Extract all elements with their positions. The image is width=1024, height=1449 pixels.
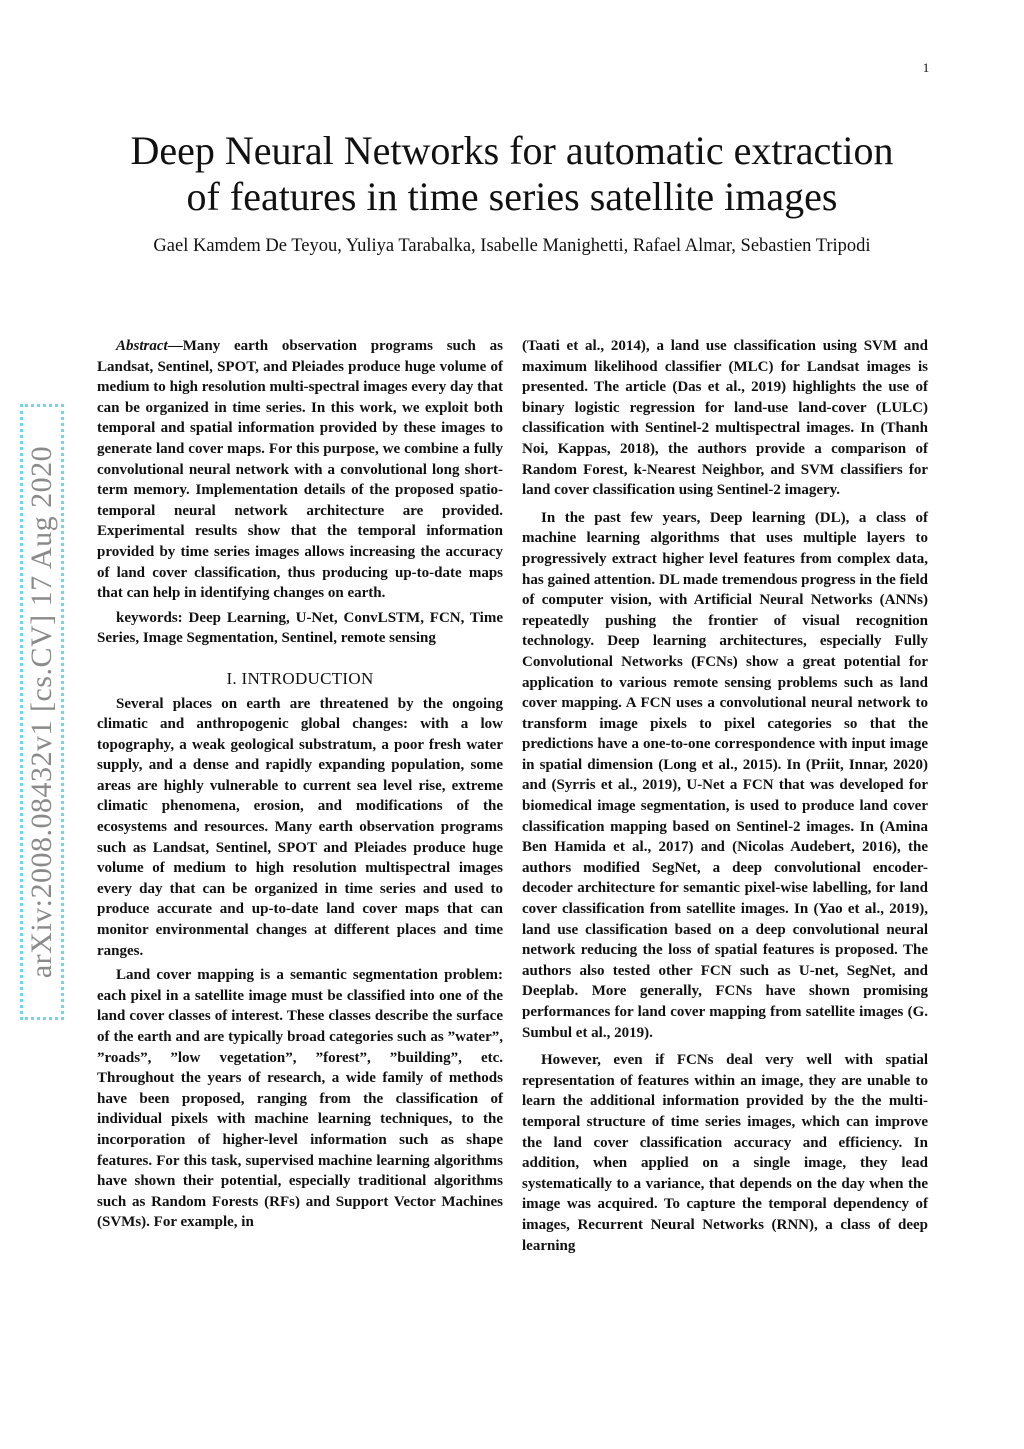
intro-paragraph-1: Several places on earth are threatened by the ongoing climatic and anthropogenic global changes: with a low topography, a weak geological substratum, a poor fresh water supply, and a dense and rapidly expanding population, some areas are highly vulnerable to current sea level rise, extreme climatic phenomena, erosion, and modifications of the ecosystems and resources. Many earth observation programs such as Landsat, Sentinel, SPOT and Pleiades produce huge volume of medium to high resolution multispectral images every day that can be organized in time series and used to produce accurate and up-to-date land cover maps that can monitor environmental changes at different places and time ranges. bbox=[97, 695, 503, 959]
authors: Gael Kamdem De Teyou, Yuliya Tarabalka, Isabelle Manighetti, Rafael Almar, Sebastien Tripodi bbox=[153, 236, 871, 256]
arxiv-stamp[interactable] bbox=[20, 404, 64, 1020]
title-line-1: Deep Neural Networks for automatic extraction bbox=[130, 128, 894, 173]
abstract bbox=[97, 336, 503, 604]
paper-title bbox=[60, 128, 964, 220]
title-block bbox=[60, 128, 964, 258]
page-number: 1 bbox=[922, 60, 930, 75]
intro-paragraph-4: In the past few years, Deep learning (DL), a class of machine learning algorithms that uses multiple layers to progressively extract higher level features from complex data, has gained attention. DL made tremendous progress in the field of computer vision, with Artificial Neural Networks (ANNs) repeatedly pushing the frontier of visual recognition technology. Deep learning architectures, especially Fully Convolutional Networks (FCNs) show a great potential for application to various remote sensing problems such as land cover mapping. A FCN uses a convolutional neural network to transform image pixels to pixel categories so that the predictions have a one-to-one correspondence with input image in spatial dimension (Long et al., 2015). In (Priit, Innar, 2020) and (Syrris et al., 2019), U-Net a FCN that was developed for biomedical image segmentation, is used to produce land cover classification mapping based on Sentinel-2 images. In (Amina Ben Hamida et al., 2017) and (Nicolas Audebert, 2016), the authors modified SegNet, a deep convolutional encoder-decoder architecture for semantic pixel-wise labelling, for land cover classification from satellite images. In (Yao et al., 2019), land use classification based on a deep convolutional neural network reducing the loss of spatial features is proposed. The authors also tested other FCN such as U-net, SegNet, and Deeplab. More generally, FCNs have shown promising performances for land cover mapping from satellite images (G. Sumbul et al., 2019). bbox=[522, 509, 928, 1041]
arxiv-id: arXiv:2008.08432v1 [cs.CV] 17 Aug 2020 bbox=[25, 445, 59, 979]
intro-paragraph-3: (Taati et al., 2014), a land use classification using SVM and maximum likelihood classifier (MLC) for Landsat images is presented. The article (Das et al., 2019) highlights the use of binary logistic regression for land-use land-cover (LULC) classification with Sentinel-2 multispectral images. In (Thanh Noi, Kappas, 2018), the authors provide a comparison of Random Forest, k-Nearest Neighbor, and SVM classifiers for land cover classification using Sentinel-2 imagery. bbox=[522, 338, 928, 499]
intro-paragraph-2: Land cover mapping is a semantic segmentation problem: each pixel in a satellite image must be classified into one of the land cover classes of interest. These classes describe the surface of the earth and are typically broad categories such as ”water”, ”roads”, ”low vegetation”, ”forest”, ”building”, etc. Throughout the years of research, a wide family of methods have been proposed, ranging from the classification of individual pixels with machine learning techniques, to the incorporation of higher-level information such as shape features. For this task, supervised machine learning algorithms have shown their potential, especially traditional algorithms such as Random Forests (RFs) and Support Vector Machines (SVMs). For example, in bbox=[97, 967, 503, 1231]
abstract-label: Abstract bbox=[116, 338, 168, 354]
right-column bbox=[522, 336, 928, 1256]
intro-paragraph-5: However, even if FCNs deal very well with spatial representation of features within an image, they are unable to learn the additional information provided by the the multi-temporal structure of time series images, which can improve the land cover classification accuracy and efficiency. In addition, when applied on a single image, they lead systematically to a variance, that depends on the day when the image was acquired. To capture the temporal dependency of images, Recurrent Neural Networks (RNN), a class of deep learning bbox=[522, 1052, 928, 1254]
keywords bbox=[97, 608, 503, 649]
keywords-text: Deep Learning, U-Net, ConvLSTM, FCN, Time Series, Image Segmentation, Sentinel, remote sensing bbox=[97, 609, 503, 647]
abstract-text: —Many earth observation programs such as Landsat, Sentinel, SPOT, and Pleiades produce huge volume of medium to high resolution multi-spectral images every day that can be organized in time series. In this work, we exploit both temporal and spatial information provided by these images to generate land cover maps. For this purpose, we combine a fully convolutional neural network with a convolutional long short-term memory. Implementation details of the proposed spatio-temporal neural network architecture are provided. Experimental results show that the temporal information provided by time series images allows increasing the accuracy of land cover classification, thus producing up-to-date maps that can help in identifying changes on earth. bbox=[97, 338, 503, 602]
title-line-2: of features in time series satellite images bbox=[186, 174, 838, 219]
keywords-label: keywords: bbox=[116, 609, 183, 626]
left-column bbox=[97, 336, 503, 1233]
section-heading-introduction: I. INTRODUCTION bbox=[226, 668, 374, 688]
